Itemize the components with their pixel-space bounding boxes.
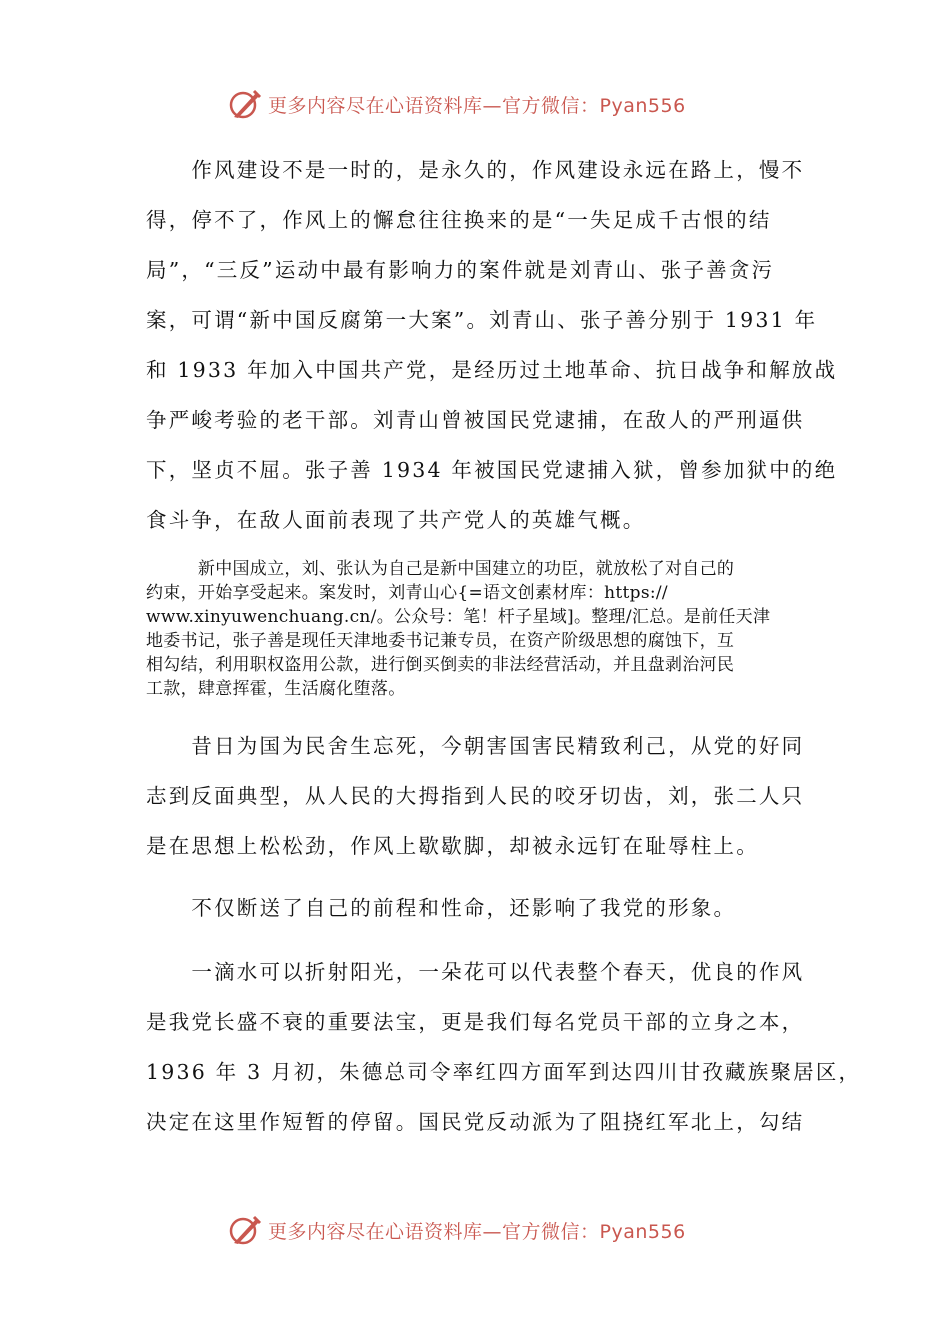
paragraph-line: 得，停不了，作风上的懈怠往往换来的是“一失足成千古恨的结 (146, 208, 772, 232)
paragraph-line: 食斗争，在敌人面前表现了共产党人的英雄气概。 (146, 508, 646, 532)
pen-logo-icon (228, 87, 262, 121)
paragraph-line: 和 1933 年加入中国共产党，是经历过土地革命、抗日战争和解放战 (146, 358, 838, 382)
pen-logo-icon (228, 1213, 262, 1247)
paragraph-line: 案，可谓“新中国反腐第一大案”。刘青山、张子善分别于 1931 年 (146, 308, 818, 332)
paragraph-line: 决定在这里作短暂的停留。国民党反动派为了阻挠红军北上，勾结 (146, 1110, 805, 1134)
footer-banner-text: 更多内容尽在心语资料库—官方微信：Pyan556 (268, 1220, 686, 1243)
header-banner-text: 更多内容尽在心语资料库—官方微信：Pyan556 (268, 94, 686, 117)
paragraph-line: 相勾结，利用职权盗用公款，进行倒买倒卖的非法经营活动，并且盘剥治河民 (146, 655, 735, 675)
paragraph-line: 一滴水可以折射阳光，一朵花可以代表整个春天，优良的作风 (146, 960, 805, 984)
footer-banner (228, 1210, 748, 1250)
paragraph-line: 是我党长盛不衰的重要法宝，更是我们每名党员干部的立身之本， (146, 1010, 805, 1034)
paragraph-line: 志到反面典型，从人民的大拇指到人民的咬牙切齿，刘，张二人只 (146, 784, 805, 808)
paragraph-line: 局”，“三反”运动中最有影响力的案件就是刘青山、张子善贪污 (146, 258, 775, 282)
paragraph-line: 约束，开始享受起来。案发时，刘青山心{=语文创素材库：https:// (146, 583, 668, 603)
paragraph-line: 新中国成立，刘、张认为自己是新中国建立的功臣，就放松了对自己的 (146, 559, 735, 579)
paragraph-line: 1936 年 3 月初，朱德总司令率红四方面军到达四川甘孜藏族聚居区， (146, 1060, 862, 1084)
paragraph-line: 是在思想上松松劲，作风上歇歇脚，却被永远钉在耻辱柱上。 (146, 834, 759, 858)
paragraph-line: www.xinyuwenchuang.cn/。公众号：笔！杆子星域]。整理/汇总。是前任天津 (146, 607, 771, 627)
paragraph-line: 争严峻考验的老干部。刘青山曾被国民党逮捕，在敌人的严刑逼供 (146, 408, 805, 432)
paragraph-line: 不仅断送了自己的前程和性命，还影响了我党的形象。 (146, 896, 737, 920)
paragraph-line: 昔日为国为民舍生忘死，今朝害国害民精致利己，从党的好同 (146, 734, 805, 758)
paragraph-line: 作风建设不是一时的，是永久的，作风建设永远在路上，慢不 (146, 158, 805, 182)
paragraph-line: 下，坚贞不屈。张子善 1934 年被国民党逮捕入狱，曾参加狱中的绝 (146, 458, 838, 482)
paragraph-line: 工款，肆意挥霍，生活腐化堕落。 (146, 679, 406, 699)
header-banner (228, 84, 748, 124)
paragraph-line: 地委书记，张子善是现任天津地委书记兼专员，在资产阶级思想的腐蚀下，互 (146, 631, 735, 651)
